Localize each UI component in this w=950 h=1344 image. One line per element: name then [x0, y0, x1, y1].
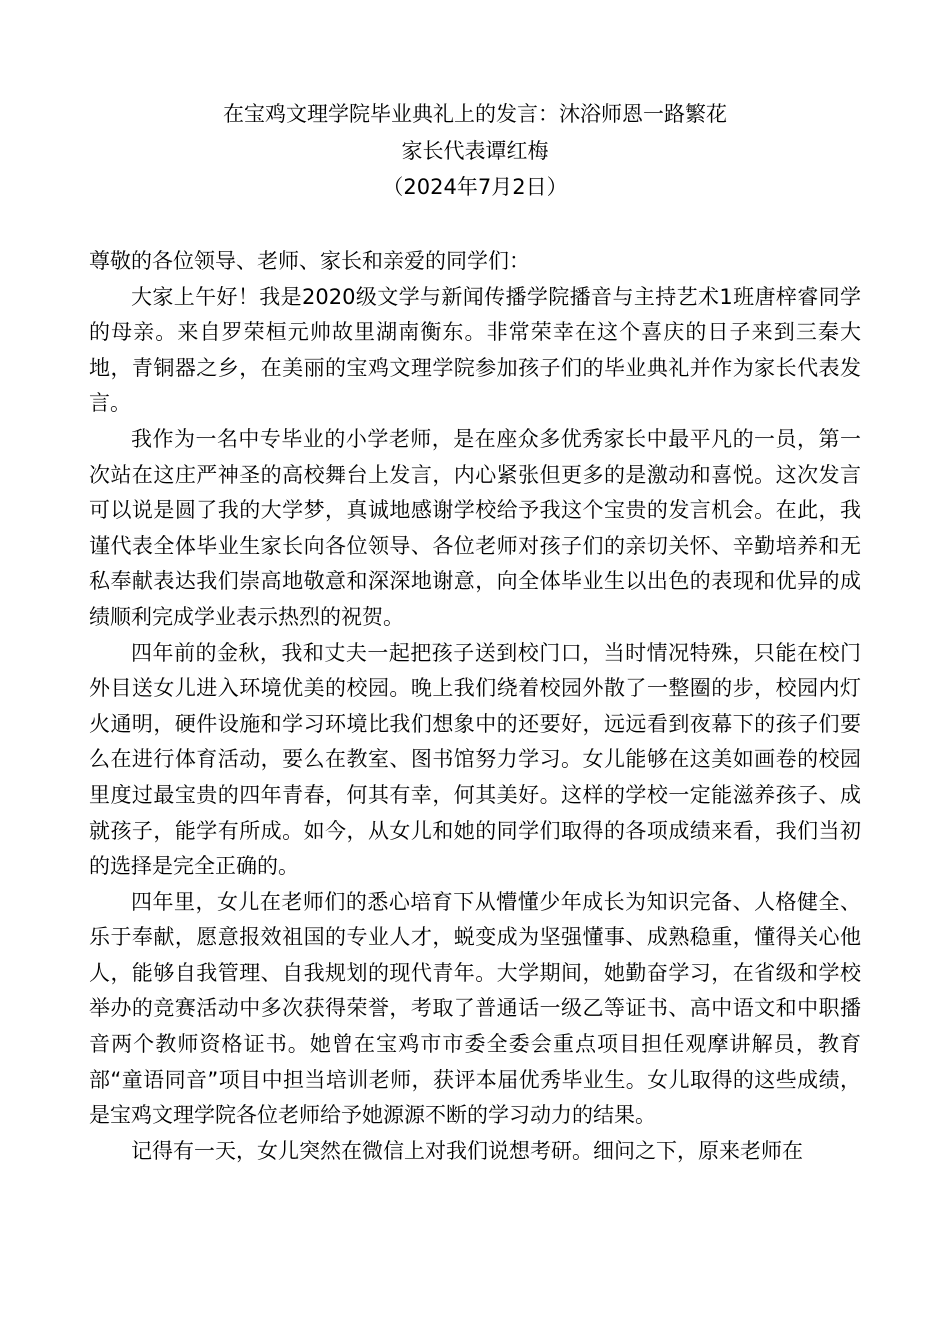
- speaker-line: 家长代表谭红梅: [401, 139, 549, 163]
- speech-title: 在宝鸡文理学院毕业典礼上的发言：沐浴师恩一路繁花: [223, 102, 727, 126]
- paragraph: 记得有一天，女儿突然在微信上对我们说想考研。细问之下，原来老师在: [131, 1138, 803, 1163]
- salutation: 尊敬的各位领导、老师、家长和亲爱的同学们：: [89, 249, 530, 273]
- paragraph: 四年里，女儿在老师们的悉心培育下从懵懂少年成长为知识完备、人格健全、乐于奉献，愿意报效祖国的专业人才，蜕变成为坚强懂事、成熟稳重，懂得关心他人，能够自我管理、自我规划的现代青年。大学期间，她勤奋学习，在省级和学校举办的竞赛活动中多次获得荣誉，考取了普通话一级乙等证书、高中语文和中职播音两个教师资格证书。她曾在宝鸡市市委全委会重点项目担任观摩讲解员，教育部“童语同音”项目中担当培训老师，获评本届优秀毕业生。女儿取得的这些成绩，是宝鸡文理学院各位老师给予她源源不断的学习动力的结果。: [89, 889, 861, 1128]
- paragraph: 大家上午好！我是2020级文学与新闻传播学院播音与主持艺术1班唐梓睿同学的母亲。来自罗荣桓元帅故里湖南衡东。非常荣幸在这个喜庆的日子来到三秦大地，青铜器之乡，在美丽的宝鸡文理学院参加孩子们的毕业典礼并作为家长代表发言。: [89, 284, 861, 416]
- speech-body: [89, 244, 861, 1169]
- paragraph: 四年前的金秋，我和丈夫一起把孩子送到校门口，当时情况特殊，只能在校门外目送女儿进入环境优美的校园。晚上我们绕着校园外散了一整圈的步，校园内灯火通明，硬件设施和学习环境比我们想象中的还要好，远远看到夜幕下的孩子们要么在进行体育活动，要么在教室、图书馆努力学习。女儿能够在这美如画卷的校园里度过最宝贵的四年青春，何其有幸，何其美好。这样的学校一定能滋养孩子、成就孩子，能学有所成。如今，从女儿和她的同学们取得的各项成绩来看，我们当初的选择是完全正确的。: [89, 640, 861, 879]
- paragraph: 我作为一名中专毕业的小学老师，是在座众多优秀家长中最平凡的一员，第一次站在这庄严神圣的高校舞台上发言，内心紧张但更多的是激动和喜悦。这次发言可以说是圆了我的大学梦，真诚地感谢学校给予我这个宝贵的发言机会。在此，我谨代表全体毕业生家长向各位领导、各位老师对孩子们的亲切关怀、辛勤培养和无私奉献表达我们崇高地敬意和深深地谢意，向全体毕业生以出色的表现和优异的成绩顺利完成学业表示热烈的祝贺。: [89, 426, 861, 629]
- speech-date: （2024年7月2日）: [382, 175, 568, 199]
